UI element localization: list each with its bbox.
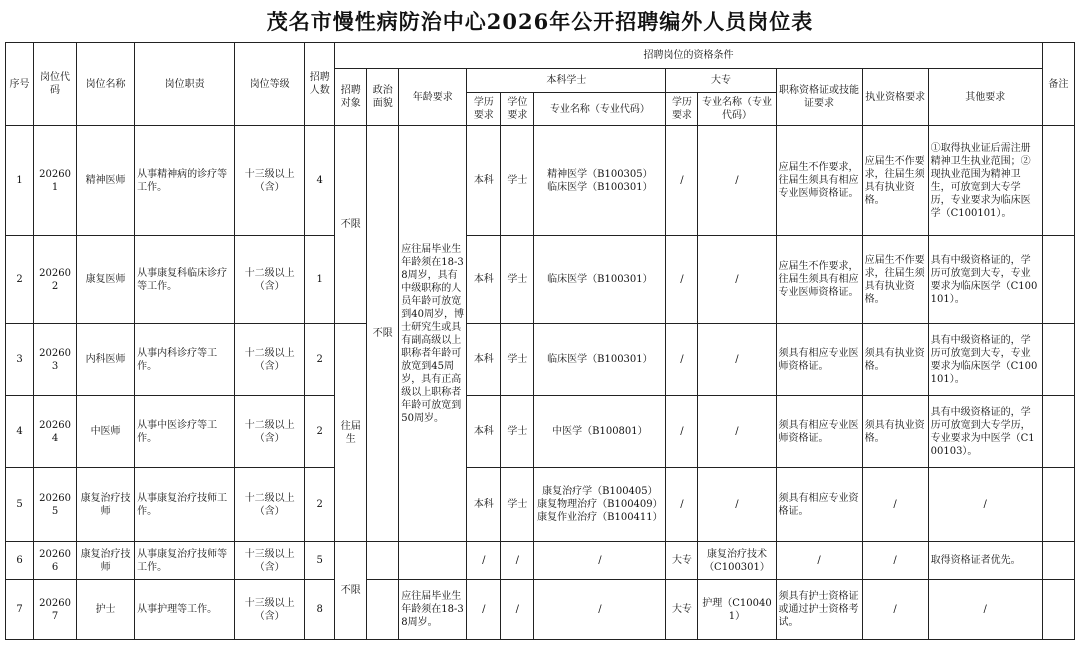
header-college-major: 专业名称（专业代码） [698,93,776,126]
cell-bachelor-degree: 学士 [501,236,534,324]
cell-level: 十二级以上（含） [235,236,305,324]
cell-remark [1042,542,1074,580]
cell-bachelor-degree: / [501,542,534,580]
cell-other: / [928,580,1042,640]
cell-duty: 从事内科诊疗等工作。 [135,324,235,396]
cell-level: 十三级以上（含） [235,580,305,640]
table-row [6,236,1075,324]
cell-cert: / [776,542,862,580]
cell-bachelor-edu: 本科 [467,126,501,236]
cell-remark [1042,396,1074,468]
cell-code: 202604 [34,396,77,468]
cell-college-edu: 大专 [666,580,698,640]
header-bachelor-degree: 学位要求 [501,93,534,126]
cell-name: 内科医师 [77,324,135,396]
table-row [6,396,1075,468]
cell-duty: 从事护理等工作。 [135,580,235,640]
cell-bachelor-edu: / [467,542,501,580]
cell-remark [1042,236,1074,324]
cell-other: 具有中级资格证的，学历可放宽到大专，专业要求为临床医学（C100101）。 [928,324,1042,396]
table-row [6,126,1075,236]
header-seq: 序号 [6,43,34,126]
cell-college-edu: / [666,324,698,396]
header-other: 其他要求 [928,69,1042,126]
header-politics: 政治面貌 [367,69,399,126]
cell-other: 具有中级资格证的，学历可放宽到大专，专业要求为临床医学（C100101）。 [928,236,1042,324]
cell-bachelor-edu: 本科 [467,396,501,468]
cell-code: 202602 [34,236,77,324]
cell-college-major: / [698,126,776,236]
cell-target: 不限 [335,126,367,324]
cell-other: / [928,468,1042,542]
cell-name: 精神医师 [77,126,135,236]
cell-bachelor-major: 康复治疗学（B100405） 康复物理治疗（B100409） 康复作业治疗（B100411） [534,468,666,542]
cell-college-major: / [698,236,776,324]
cell-code: 202607 [34,580,77,640]
cell-remark [1042,468,1074,542]
cell-seq: 6 [6,542,34,580]
job-table [5,42,1075,640]
cell-bachelor-degree: 学士 [501,396,534,468]
cell-college-major: 护理（C100401） [698,580,776,640]
header-level: 岗位等级 [235,43,305,126]
cell-name: 护士 [77,580,135,640]
cell-politics: 不限 [367,126,399,542]
cell-duty: 从事中医诊疗等工作。 [135,396,235,468]
header-license: 执业资格要求 [862,69,928,126]
header-name: 岗位名称 [77,43,135,126]
cell-college-major: / [698,468,776,542]
cell-other: 取得资格证者优先。 [928,542,1042,580]
cell-seq: 5 [6,468,34,542]
cell-bachelor-degree: 学士 [501,126,534,236]
header-remark: 备注 [1042,43,1074,126]
cell-bachelor-major: / [534,580,666,640]
cell-level: 十二级以上（含） [235,468,305,542]
cell-bachelor-degree: / [501,580,534,640]
cell-bachelor-edu: 本科 [467,236,501,324]
cell-license: 应届生不作要求，往届生须具有执业资格。 [862,126,928,236]
cell-count: 2 [305,324,335,396]
header-college: 大专 [666,69,776,93]
cell-politics [367,580,399,640]
cell-count: 5 [305,542,335,580]
cell-college-edu: / [666,396,698,468]
table-row [6,468,1075,542]
cell-cert: 应届生不作要求，往届生须具有相应专业医师资格证。 [776,126,862,236]
header-bachelor-major: 专业名称（专业代码） [534,93,666,126]
cell-cert: 须具有相应专业医师资格证。 [776,396,862,468]
cell-politics [367,542,399,580]
cell-bachelor-edu: 本科 [467,324,501,396]
table-row [6,324,1075,396]
cell-college-major: 康复治疗技术（C100301） [698,542,776,580]
cell-target: 往届生 [335,324,367,542]
header-bachelor: 本科学士 [467,69,666,93]
cell-code: 202606 [34,542,77,580]
cell-bachelor-degree: 学士 [501,324,534,396]
cell-duty: 从事康复治疗技师工作。 [135,468,235,542]
cell-license: 须具有执业资格。 [862,324,928,396]
cell-college-major: / [698,324,776,396]
cell-count: 2 [305,396,335,468]
header-duty: 岗位职责 [135,43,235,126]
cell-seq: 7 [6,580,34,640]
cell-remark [1042,324,1074,396]
header-count: 招聘人数 [305,43,335,126]
cell-name: 中医师 [77,396,135,468]
cell-level: 十二级以上（含） [235,324,305,396]
cell-count: 4 [305,126,335,236]
cell-code: 202601 [34,126,77,236]
cell-level: 十三级以上（含） [235,542,305,580]
cell-bachelor-edu: / [467,580,501,640]
cell-age [399,542,467,580]
cell-seq: 3 [6,324,34,396]
cell-code: 202605 [34,468,77,542]
cell-target: 不限 [335,542,367,640]
cell-other: ①取得执业证后需注册精神卫生执业范围；②现执业范围为精神卫生，可放宽到大专学历，专业要求为临床医学（C100101）。 [928,126,1042,236]
cell-count: 2 [305,468,335,542]
page-title: 茂名市慢性病防治中心2026年公开招聘编外人员岗位表 [266,9,814,34]
cell-bachelor-major: 中医学（B100801） [534,396,666,468]
cell-college-edu: / [666,126,698,236]
cell-college-edu: 大专 [666,542,698,580]
cell-code: 202603 [34,324,77,396]
cell-duty: 从事康复治疗技师等工作。 [135,542,235,580]
cell-cert: 须具有相应专业医师资格证。 [776,324,862,396]
cell-college-edu: / [666,236,698,324]
table-row [6,580,1075,640]
cell-bachelor-major: 精神医学（B100305） 临床医学（B100301） [534,126,666,236]
cell-bachelor-degree: 学士 [501,468,534,542]
cell-seq: 2 [6,236,34,324]
cell-bachelor-edu: 本科 [467,468,501,542]
cell-license: 应届生不作要求，往届生须具有执业资格。 [862,236,928,324]
cell-college-major: / [698,396,776,468]
cell-college-edu: / [666,468,698,542]
table-row [6,542,1075,580]
header-target: 招聘对象 [335,69,367,126]
cell-seq: 1 [6,126,34,236]
header-code: 岗位代码 [34,43,77,126]
cell-license: / [862,542,928,580]
cell-name: 康复治疗技师 [77,542,135,580]
cell-level: 十二级以上（含） [235,396,305,468]
cell-other: 具有中级资格证的，学历可放宽到大专学历，专业要求为中医学（C100103）。 [928,396,1042,468]
cell-level: 十三级以上（含） [235,126,305,236]
cell-cert: 须具有相应专业资格证。 [776,468,862,542]
header-cert: 职称资格证或技能证要求 [776,69,862,126]
cell-license: 须具有执业资格。 [862,396,928,468]
header-bachelor-edu: 学历要求 [467,93,501,126]
cell-age: 应往届毕业生年龄须在18-38周岁。 [399,580,467,640]
cell-name: 康复治疗技师 [77,468,135,542]
header-qualifications: 招聘岗位的资格条件 [335,43,1043,69]
cell-cert: 应届生不作要求，往届生须具有相应专业医师资格证。 [776,236,862,324]
cell-duty: 从事精神病的诊疗等工作。 [135,126,235,236]
cell-seq: 4 [6,396,34,468]
cell-duty: 从事康复科临床诊疗等工作。 [135,236,235,324]
header-age: 年龄要求 [399,69,467,126]
cell-count: 8 [305,580,335,640]
cell-cert: 须具有护士资格证或通过护士资格考试。 [776,580,862,640]
cell-bachelor-major: 临床医学（B100301） [534,324,666,396]
cell-bachelor-major: / [534,542,666,580]
cell-bachelor-major: 临床医学（B100301） [534,236,666,324]
cell-remark [1042,126,1074,236]
cell-count: 1 [305,236,335,324]
cell-age: 应往届毕业生年龄须在18-38周岁，具有中级职称的人员年龄可放宽到40周岁，博士研究生或具有副高级以上职称者年龄可放宽到45周岁，具有正高级以上职称者年龄可放宽到50周岁。 [399,126,467,542]
cell-remark [1042,580,1074,640]
cell-license: / [862,468,928,542]
cell-license: / [862,580,928,640]
header-college-edu: 学历要求 [666,93,698,126]
cell-name: 康复医师 [77,236,135,324]
